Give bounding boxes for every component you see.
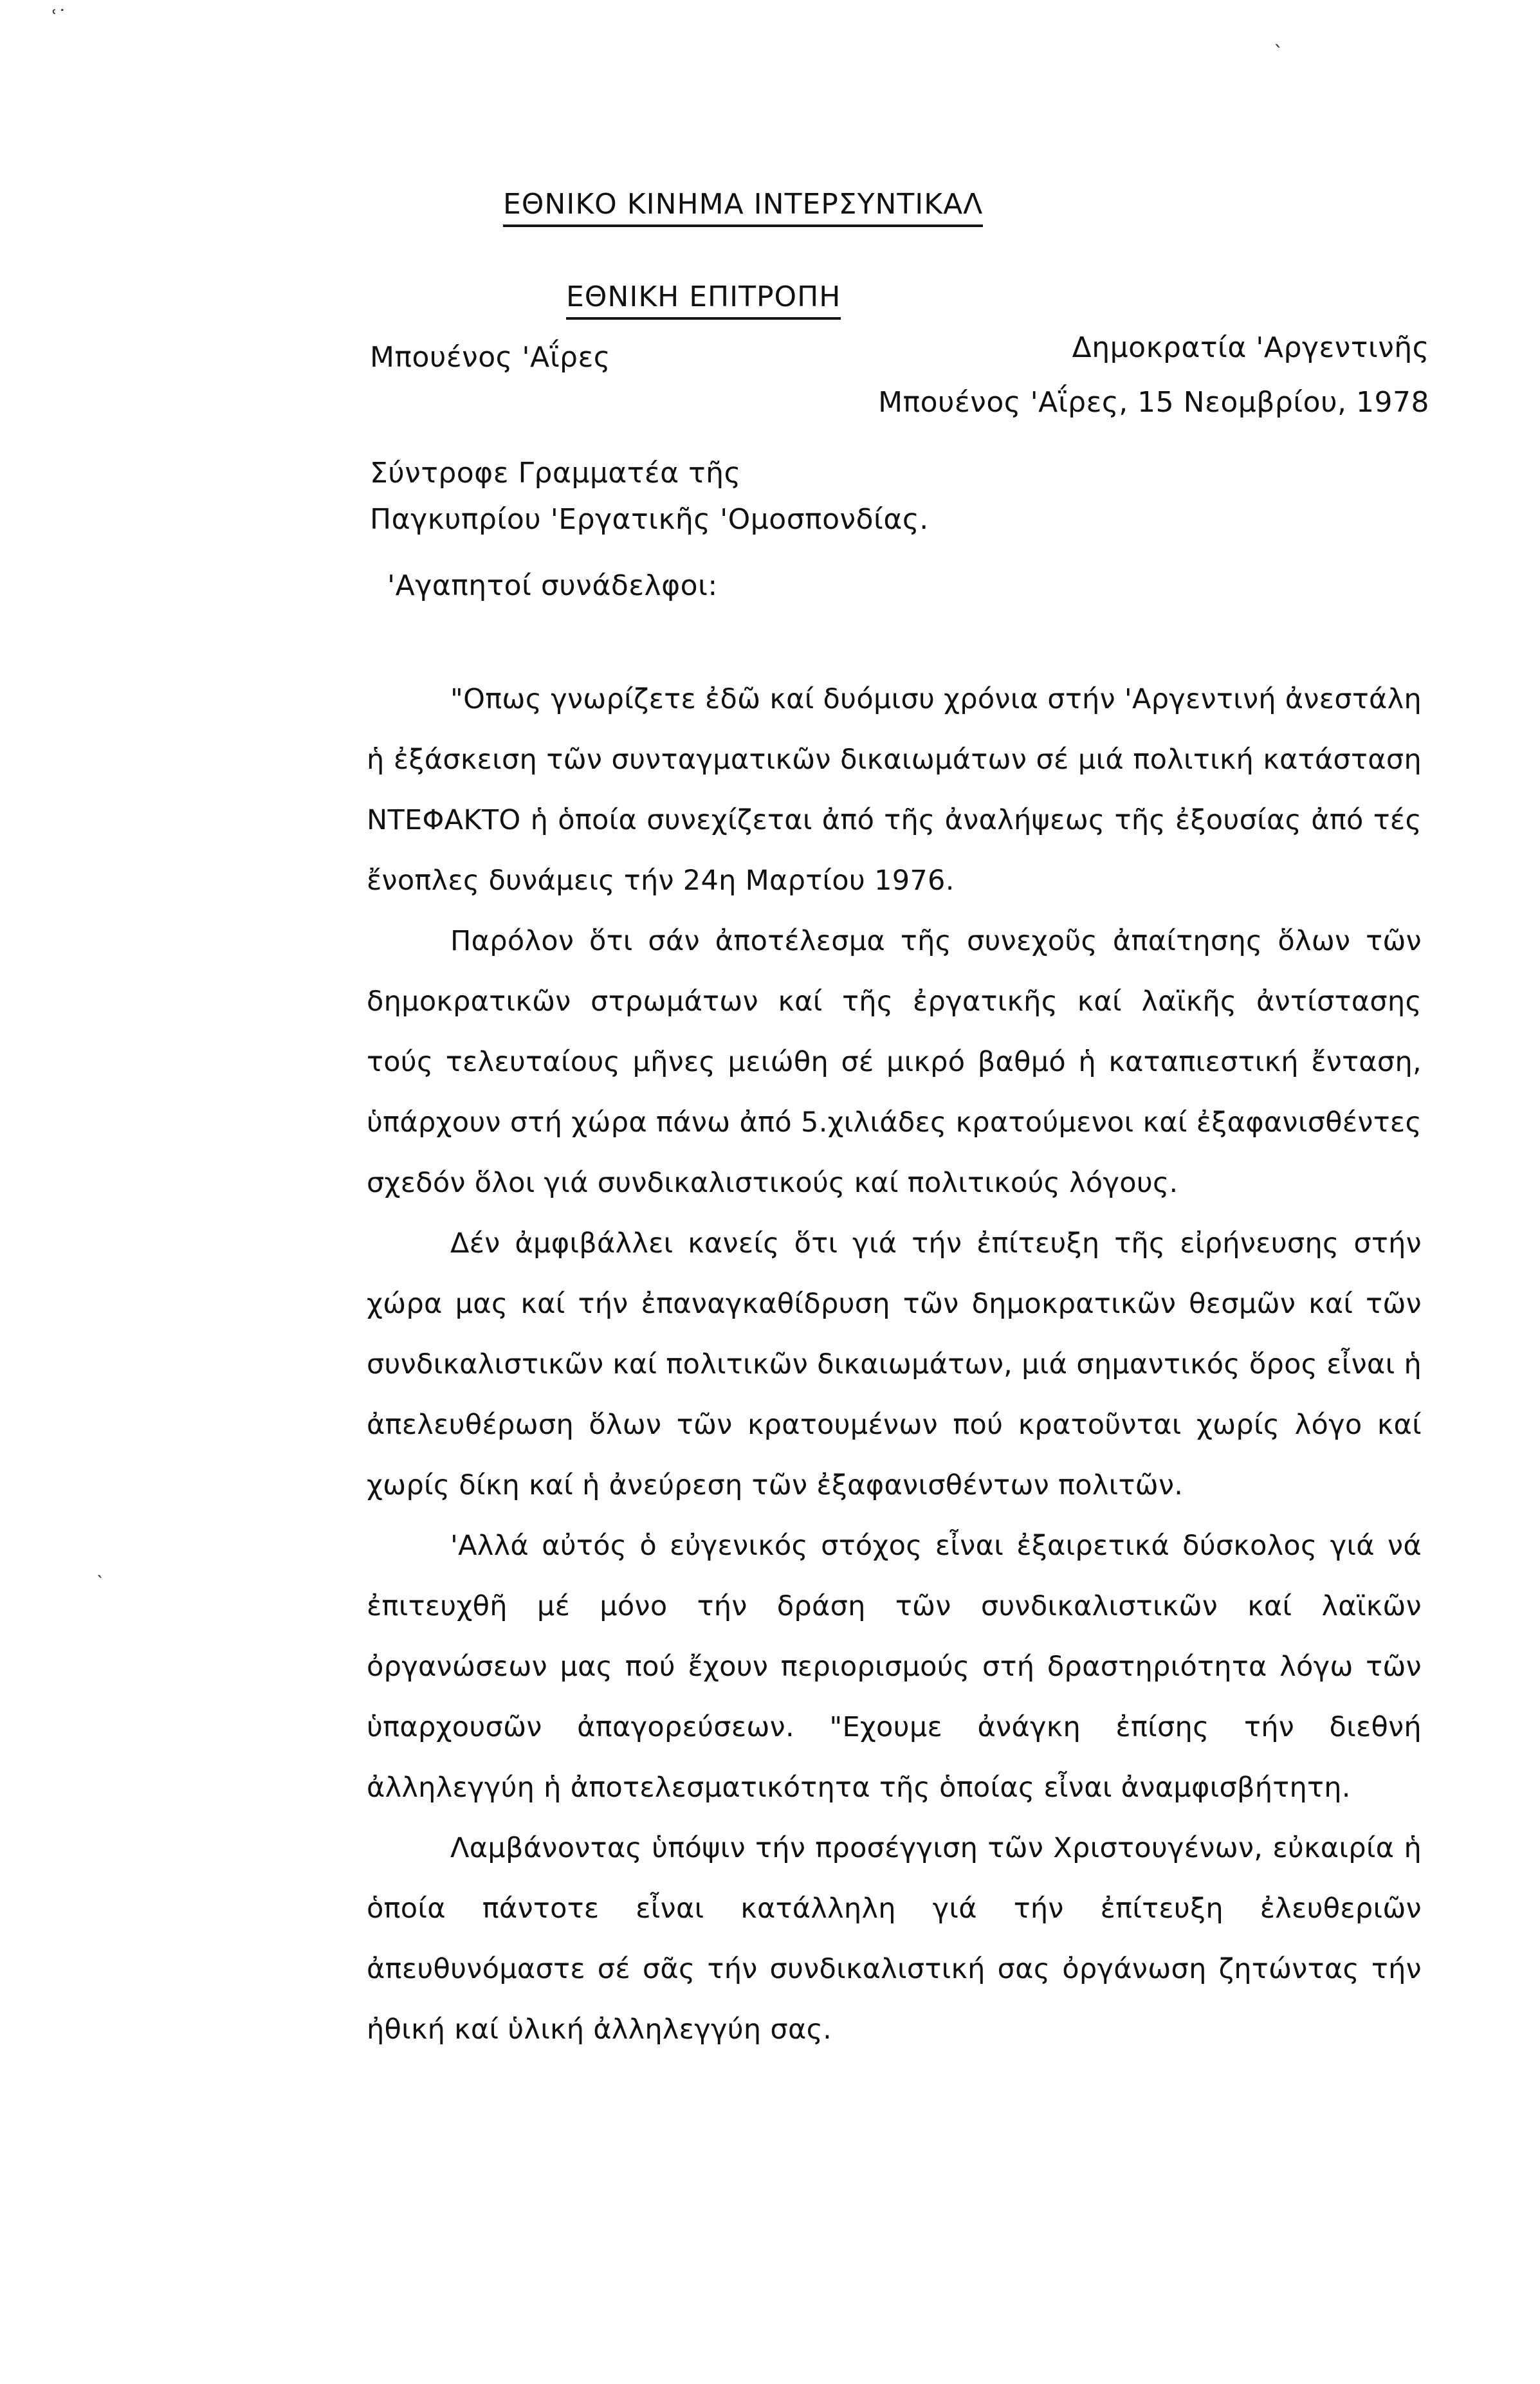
scan-speck: ʿ˙ [51,6,68,29]
organization-heading: ΕΘΝΙΚΟ ΚΙΝΗΜΑ ΙΝΤΕΡΣΥΝΤΙΚΑΛ [503,188,983,227]
paragraph-4: 'Αλλά αὐτός ὁ εὐγενικός στόχος εἶναι ἐξαιρετικά δύσκολος γιά νά ἐπιτευχθῆ μέ μόνο τήν δράση τῶν συνδικαλιστικῶν καί λαϊκῶν ὀργανώσεων μας πού ἔχουν περιορισμούς στή δραστηριότητα λόγω τῶν ὑπαρχουσῶν ἀπαγορεύσεων. "Εχουμε ἀνάγκη ἐπίσης τήν διεθνή ἀλληλεγγύη ἡ ἀποτελεσματικότητα τῆς ὁποίας εἶναι ἀναμφισβήτητη. [367,1530,1422,1804]
paragraph-5: Λαμβάνοντας ὑπόψιν τήν προσέγγιση τῶν Χριστουγένων, εὐκαιρία ἡ ὁποία πάντοτε εἶναι κατάλληλη γιά τήν ἐπίτευξη ἐλευθεριῶν ἀπευθυνόμαστε σέ σᾶς τήν συνδικαλιστική σας ὀργάνωση ζητώντας τήν ἠθική καί ὑλική ἀλληλεγγύη σας. [367,1832,1422,2046]
paragraph-2: Παρόλον ὅτι σάν ἀποτέλεσμα τῆς συνεχοῦς ἀπαίτησης ὅλων τῶν δημοκρατικῶν στρωμάτων καί τῆς ἐργατικῆς καί λαϊκῆς ἀντίστασης τούς τελευταίους μῆνες μειώθη σέ μικρό βαθμό ἡ καταπιεστική ἔνταση, ὑπάρχουν στή χώρα πάνω ἀπό 5.χιλιάδες κρατούμενοι καί ἐξαφανισθέντες σχεδόν ὅλοι γιά συνδικαλιστικούς καί πολιτικούς λόγους. [367,925,1422,1199]
salutation: 'Αγαπητοί συνάδελφοι: [387,569,718,602]
paragraph-1: "Οπως γνωρίζετε ἐδῶ καί δυόμισυ χρόνια στήν 'Αργεντινή ἀνεστάλη ἡ ἐξάσκειση τῶν συνταγματικῶν δικαιωμάτων σέ μιά πολιτική κατάσταση ΝΤΕΦΑΚΤΟ ἡ ὁποία συνεχίζεται ἀπό τῆς ἀναλήψεως τῆς ἐξουσίας ἀπό τές ἔνοπλες δυνάμεις τήν 24η Μαρτίου 1976. [367,683,1422,897]
letter-date: Μπουένος 'Αΐρες, 15 Νεομβρίου, 1978 [878,386,1429,419]
committee-heading: ΕΘΝΙΚΗ ΕΠΙΤΡΟΠΗ [566,280,841,320]
letter-body [367,669,1422,2060]
paragraph-3: Δέν ἀμφιβάλλει κανείς ὅτι γιά τήν ἐπίτευξη τῆς εἰρήνευσης στήν χώρα μας καί τήν ἐπαναγκαθίδρυση τῶν δημοκρατικῶν θεσμῶν καί τῶν συνδικαλιστικῶν καί πολιτικῶν δικαιωμάτων, μιά σημαντικός ὅρος εἶναι ἡ ἀπελευθέρωση ὅλων τῶν κρατουμένων πού κρατοῦνται χωρίς λόγο καί χωρίς δίκη καί ἡ ἀνεύρεση τῶν ἐξαφανισθέντων πολιτῶν. [367,1227,1422,1501]
recipient-line-2: Παγκυπρίου 'Εργατικῆς 'Ομοσπονδίας. [370,503,929,536]
scan-speck: ˴ [96,1563,103,1586]
recipient-line-1: Σύντροφε Γραμματέα τῆς [370,457,741,490]
sender-city: Μπουένος 'Αΐρες [370,341,611,374]
sender-country: Δημοκρατία 'Αργεντινῆς [1072,331,1429,364]
scan-speck: ˎ [1274,26,1283,48]
